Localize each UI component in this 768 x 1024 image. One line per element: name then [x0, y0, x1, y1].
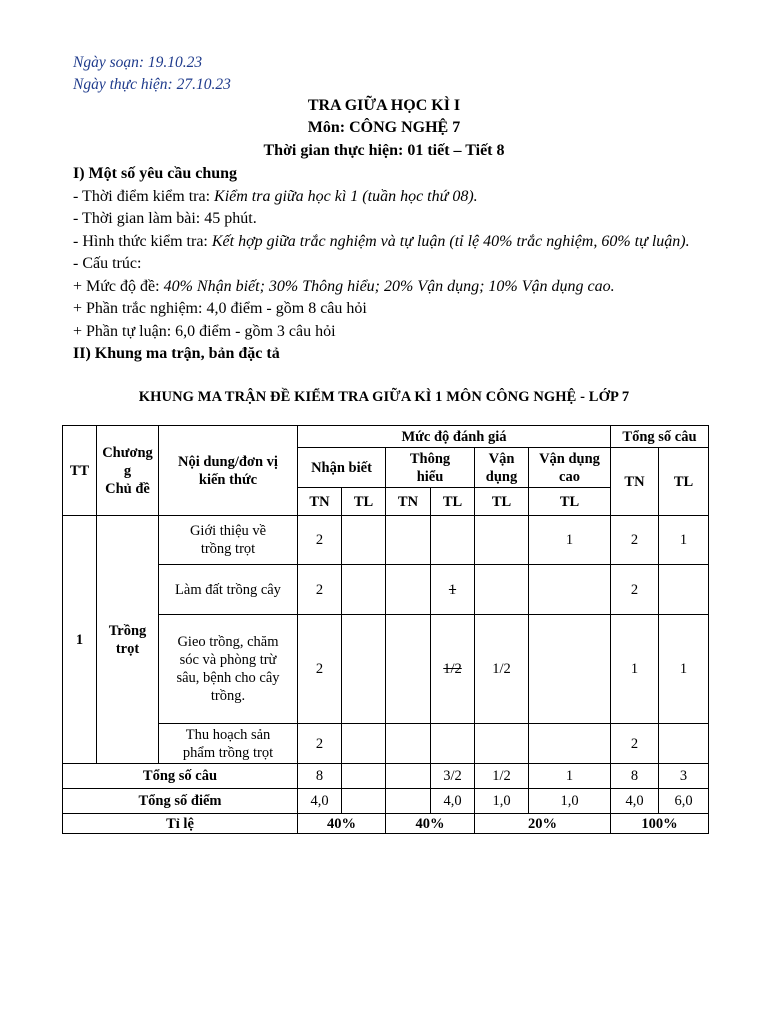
- cell-total-tn: 1: [611, 615, 659, 724]
- duration-title: Thời gian thực hiện: 01 tiết – Tiết 8: [263, 142, 505, 159]
- req-line-mcq: + Phần trắc nghiệm: 4,0 điểm - gồm 8 câu hỏi: [73, 300, 367, 317]
- cell-vdc-tl: [529, 615, 611, 724]
- header-tt: TT: [63, 426, 97, 516]
- ratio-understanding: 40%: [386, 814, 475, 834]
- cell-nb-tl: [342, 516, 386, 565]
- cell-nb-tl: [342, 565, 386, 615]
- cell-total-tn: 2: [611, 565, 659, 615]
- cell-total-tn: 2: [611, 516, 659, 565]
- cell-total-tl: 1: [659, 615, 709, 724]
- cell-total-tl: [659, 724, 709, 764]
- cell-nb-tl: [342, 789, 386, 814]
- section-heading-2: II) Khung ma trận, bản đặc tả: [73, 345, 280, 362]
- req-line-time: - Thời điểm kiểm tra: Kiểm tra giữa học kì 1 (tuần học thứ 08).: [73, 187, 478, 205]
- cell-nb-tl: [342, 764, 386, 789]
- cell-vd-tl: [475, 724, 529, 764]
- header-chapter: Chương g Chủ đề: [97, 426, 159, 516]
- ratio-label: Tỉ lệ: [63, 814, 298, 834]
- teach-date: Ngày thực hiện: 27.10.23: [73, 76, 231, 93]
- cell-total-tl: 6,0: [659, 789, 709, 814]
- total-points-row: [63, 789, 709, 814]
- header-total-tl: TL: [659, 448, 709, 516]
- doc-title: TRA GIỮA HỌC KÌ I: [307, 97, 461, 114]
- total-questions-label: Tổng số câu: [63, 764, 298, 789]
- req-line-levels: + Mức độ đề: 40% Nhận biết; 30% Thông hiểu; 20% Vận dụng; 10% Vận dụng cao.: [73, 277, 615, 295]
- cell-th-tl: 1/2: [431, 615, 475, 724]
- cell-th-tl: 4,0: [431, 789, 475, 814]
- header-nb-tn: TN: [298, 488, 342, 516]
- cell-nb-tn: 4,0: [298, 789, 342, 814]
- matrix-table-title: KHUNG MA TRẬN ĐỀ KIỂM TRA GIỮA KÌ 1 MÔN CÔNG NGHỆ - LỚP 7: [138, 389, 630, 405]
- cell-th-tn: [386, 724, 431, 764]
- cell-nb-tn: 2: [298, 516, 342, 565]
- ratio-row: [63, 814, 709, 834]
- cell-th-tl: [431, 724, 475, 764]
- cell-vdc-tl: [529, 565, 611, 615]
- header-recognition: Nhận biết: [298, 448, 386, 488]
- content-cell: Làm đất trồng cây: [159, 565, 298, 615]
- row-topic: Trồng trọt: [97, 516, 159, 764]
- cell-vdc-tl: 1: [529, 764, 611, 789]
- cell-total-tl: 1: [659, 516, 709, 565]
- content-cell: Thu hoạch sản phẩm trồng trọt: [159, 724, 298, 764]
- req-line-format: - Hình thức kiểm tra: Kết hợp giữa trắc nghiệm và tự luận (tỉ lệ 40% trắc nghiệm, 60% tự luận).: [73, 232, 690, 250]
- cell-vdc-tl: [529, 724, 611, 764]
- ratio-recognition: 40%: [298, 814, 386, 834]
- cell-th-tn: [386, 764, 431, 789]
- cell-th-tl: 1: [431, 565, 475, 615]
- header-understanding: Thông hiểu: [386, 448, 475, 488]
- cell-nb-tl: [342, 615, 386, 724]
- cell-nb-tn: 2: [298, 615, 342, 724]
- cell-vd-tl: 1/2: [475, 764, 529, 789]
- header-application: Vận dụng: [475, 448, 529, 488]
- table-row: [63, 516, 709, 565]
- cell-vd-tl: [475, 516, 529, 565]
- req-line-duration: - Thời gian làm bài: 45 phút.: [73, 210, 257, 227]
- header-assessment-level: Mức độ đánh giá: [298, 426, 611, 448]
- cell-vd-tl: [475, 565, 529, 615]
- header-high-application: Vận dụng cao: [529, 448, 611, 488]
- header-vd-tl: TL: [475, 488, 529, 516]
- cell-total-tn: 8: [611, 764, 659, 789]
- section-heading-1: I) Một số yêu cầu chung: [73, 165, 238, 182]
- table-row: [63, 565, 709, 615]
- cell-total-tn: 4,0: [611, 789, 659, 814]
- header-th-tn: TN: [386, 488, 431, 516]
- ratio-application: 20%: [475, 814, 611, 834]
- table-row: [63, 615, 709, 724]
- cell-nb-tl: [342, 724, 386, 764]
- cell-vdc-tl: 1: [529, 516, 611, 565]
- cell-vd-tl: 1,0: [475, 789, 529, 814]
- cell-th-tl: [431, 516, 475, 565]
- table-row: [63, 724, 709, 764]
- total-questions-row: [63, 764, 709, 789]
- date-block: [73, 52, 231, 96]
- cell-total-tn: 2: [611, 724, 659, 764]
- content-cell: Gieo trồng, chăm sóc và phòng trừ sâu, bệnh cho cây trồng.: [159, 615, 298, 724]
- cell-vd-tl: 1/2: [475, 615, 529, 724]
- content-cell: Giới thiệu về trồng trọt: [159, 516, 298, 565]
- cell-nb-tn: 8: [298, 764, 342, 789]
- cell-th-tl: 3/2: [431, 764, 475, 789]
- prep-date: Ngày soạn: 19.10.23: [73, 54, 203, 71]
- requirements-section: [73, 163, 723, 366]
- matrix-table: [62, 425, 709, 834]
- req-line-structure: - Cấu trúc:: [73, 255, 142, 272]
- ratio-total: 100%: [611, 814, 709, 834]
- header-content: Nội dung/đơn vị kiến thức: [159, 426, 298, 516]
- cell-total-tl: 3: [659, 764, 709, 789]
- header-total-tn: TN: [611, 448, 659, 516]
- total-points-label: Tổng số điểm: [63, 789, 298, 814]
- cell-th-tn: [386, 789, 431, 814]
- header-nb-tl: TL: [342, 488, 386, 516]
- header-th-tl: TL: [431, 488, 475, 516]
- header-vdc-tl: TL: [529, 488, 611, 516]
- cell-th-tn: [386, 565, 431, 615]
- subject-title: Môn: CÔNG NGHỆ 7: [307, 119, 461, 136]
- cell-nb-tn: 2: [298, 724, 342, 764]
- cell-nb-tn: 2: [298, 565, 342, 615]
- cell-vdc-tl: 1,0: [529, 789, 611, 814]
- req-line-essay: + Phần tự luận: 6,0 điểm - gồm 3 câu hỏi: [73, 322, 336, 340]
- cell-th-tn: [386, 516, 431, 565]
- cell-total-tl: [659, 565, 709, 615]
- header-total-questions: Tổng số câu: [611, 426, 709, 448]
- cell-th-tn: [386, 615, 431, 724]
- row-tt: 1: [63, 516, 97, 764]
